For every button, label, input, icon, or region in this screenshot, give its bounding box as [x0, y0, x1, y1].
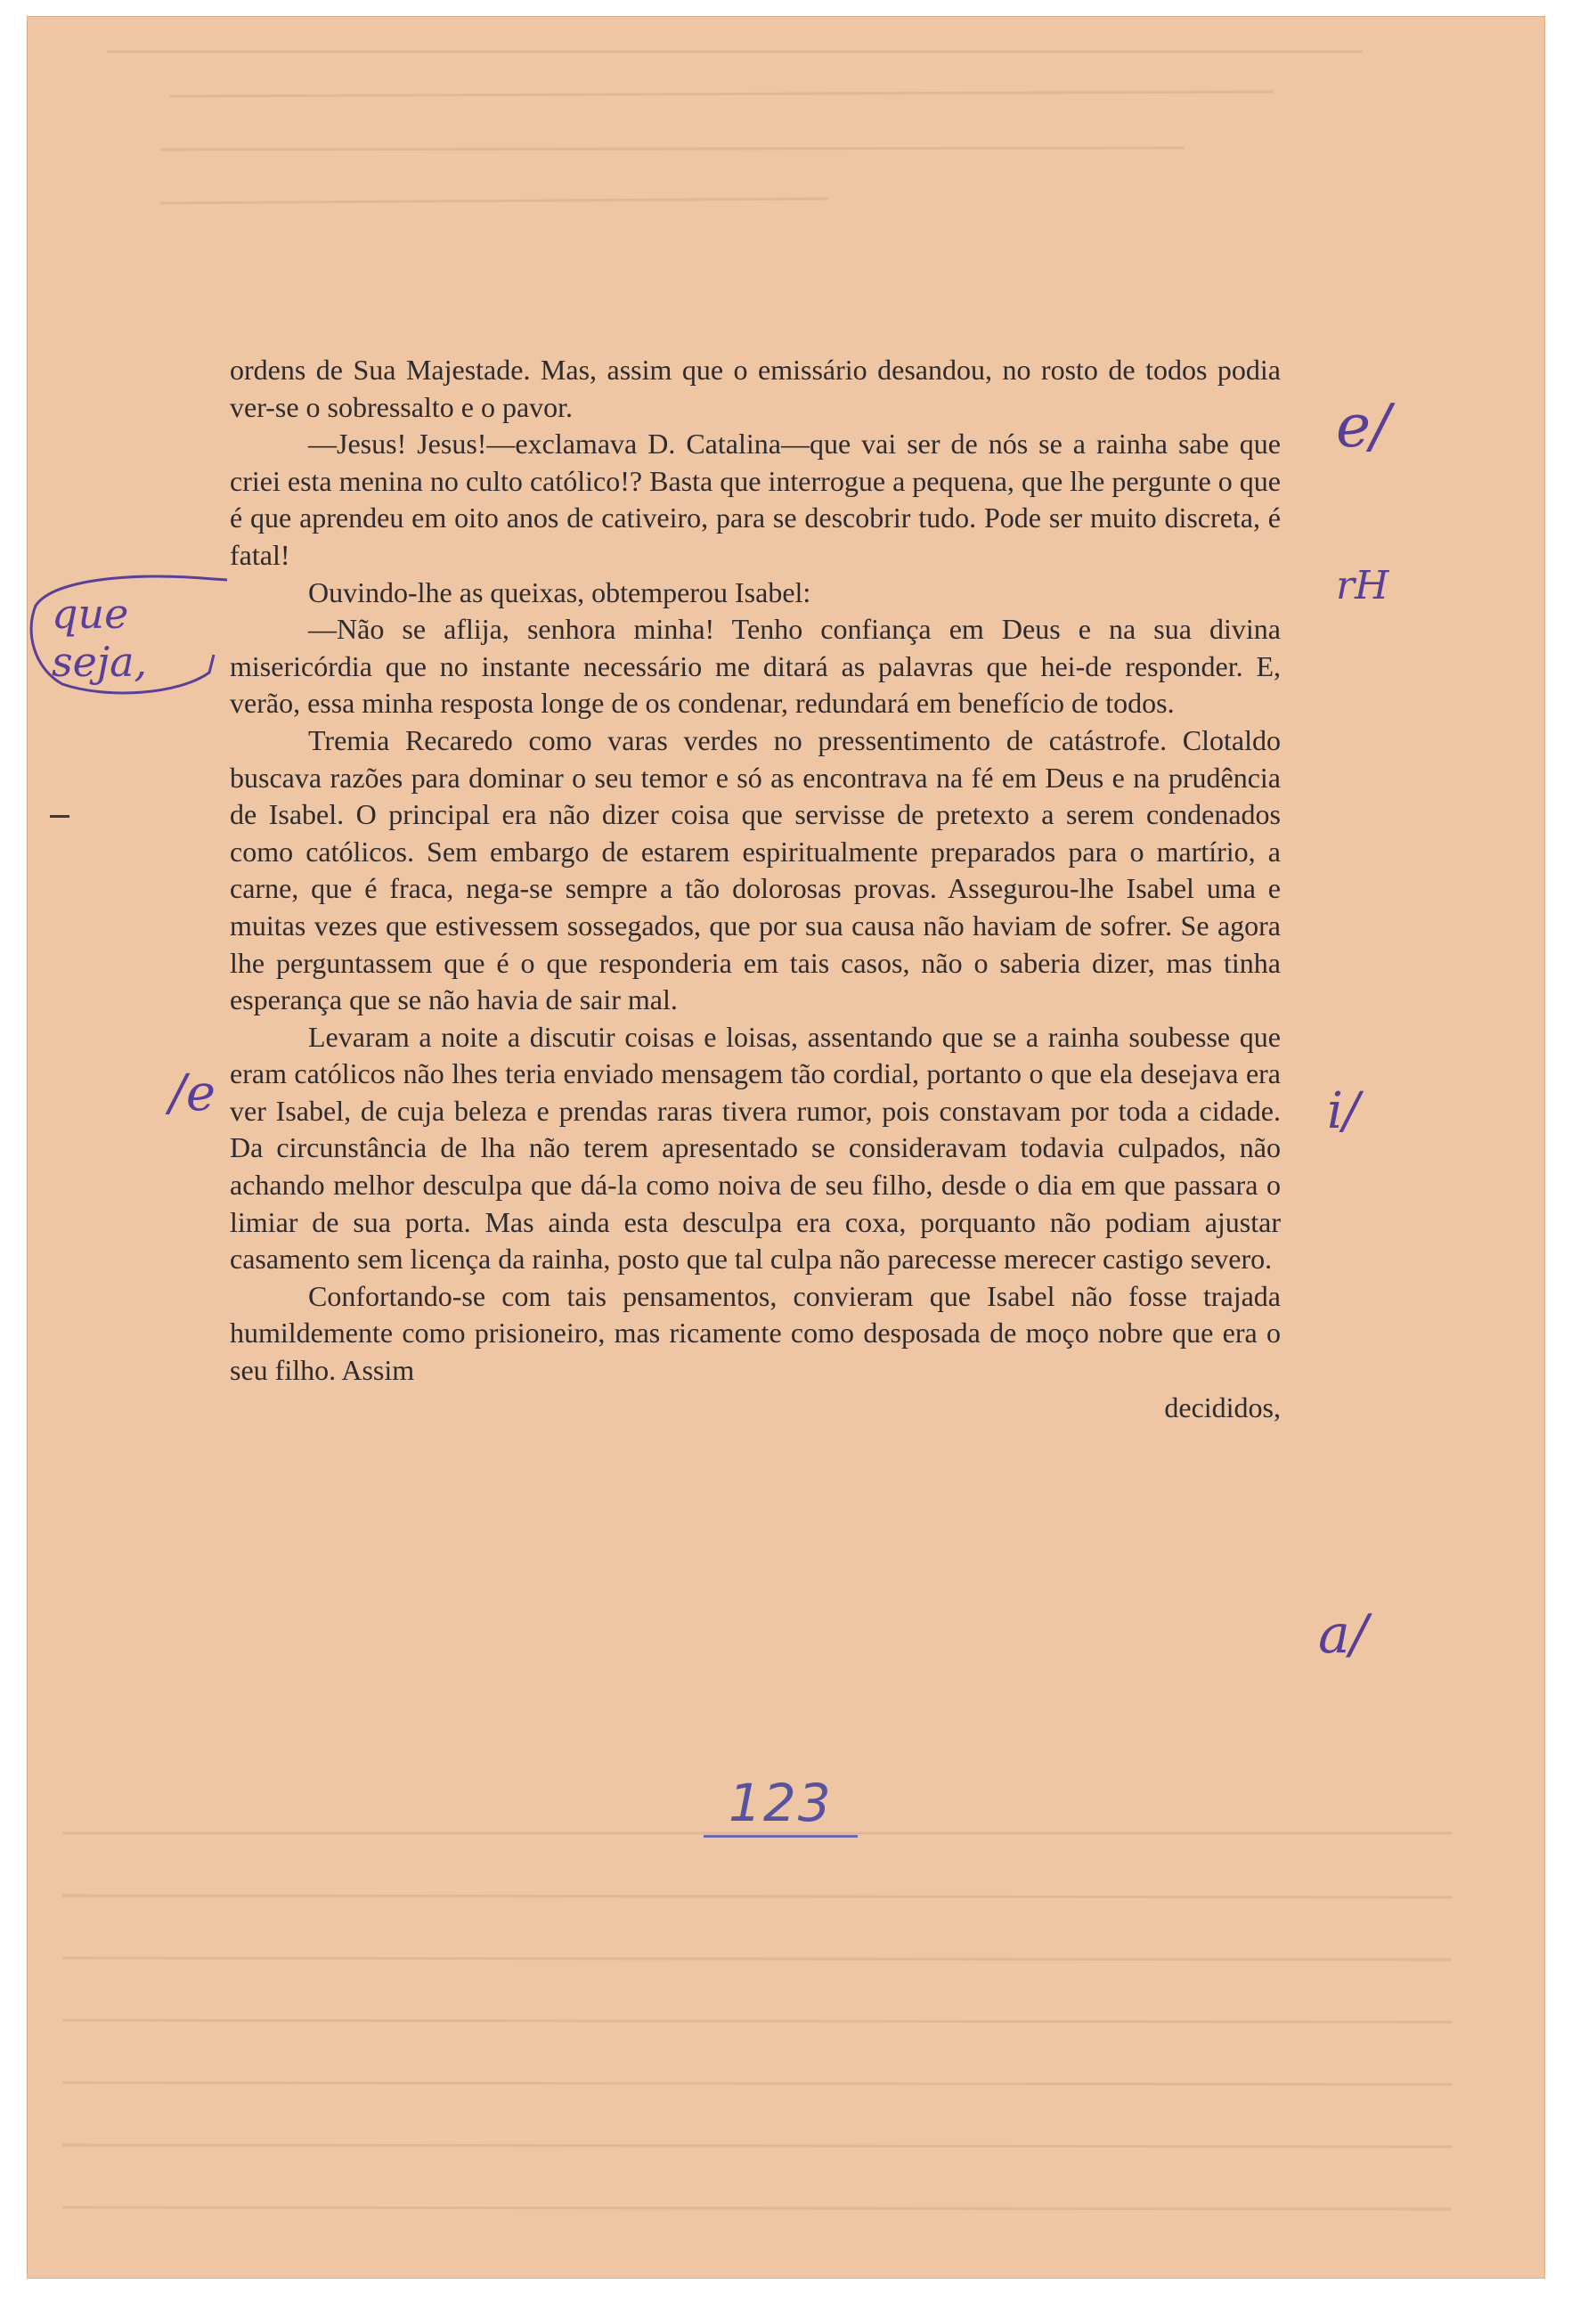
- margin-note-text: que seja,: [52, 590, 148, 686]
- paragraph: —Não se aflija, senhora minha! Tenho confiança em Deus e na sua divina misericórdia que no instante necessário me ditará as palavras que hei-de responder. E, verão, essa minha resposta longe de os condenar, redundará em benefício de todos.: [230, 613, 1281, 720]
- paragraph: Tremia Recaredo como varas verdes no pressentimento de catástrofe. Clotaldo buscava razões para dominar o seu temor e só as encontrava na fé em Deus e na prudência de Isabel. O principal era não dizer coisa que servisse de pretexto a serem condenados como católicos. Sem embargo de estarem espiritualmente preparados para o martírio, a carne, que é fraca, nega-se sempre a tão dolorosas provas. Assegurou-lhe Isabel uma e muitas vezes que estivessem sossegados, que por sua causa não haviam de sofrer. Se agora lhe perguntassem que é o que responderia em tais casos, não o saberia dizer, mas tinha esperança que se não havia de sair mal.: [230, 723, 1281, 1016]
- margin-mark: /e: [169, 1064, 216, 1122]
- margin-dash: [50, 815, 69, 818]
- body-text: [230, 352, 1281, 1426]
- page-number: 123: [704, 1773, 858, 1838]
- margin-note-left: [27, 570, 227, 704]
- paragraph: —Jesus! Jesus!—exclamava D. Catalina—que vai ser de nós se a rainha sabe que criei esta menina no culto católico!? Basta que interrogue a pequena, que lhe pergunte o que é que aprendeu em oito anos de cativeiro, para se descobrir tudo. Pode ser muito discreta, é fatal!: [230, 428, 1281, 571]
- paragraph: Ouvindo-lhe as queixas, obtemperou Isabel:: [308, 575, 811, 608]
- margin-mark: i/: [1327, 1082, 1360, 1140]
- margin-mark: a/: [1318, 1603, 1368, 1666]
- paragraph: Confortando-se com tais pensamentos, convieram que Isabel não fosse trajada humildemente como prisioneiro, mas ricamente como desposada de moço nobre que era o seu filho. Assim: [230, 1279, 1281, 1387]
- paragraph: Levaram a noite a discutir coisas e loisas, assentando que se a rainha soubesse que eram católicos não lhes teria enviado mensagem tão cordial, portanto o que ela desejava era ver Isabel, de cuja beleza e prendas raras tivera rumor, pois constavam por toda a cidade. Da circunstância de lha não terem apresentado se consideravam todavia culpados, não achando melhor desculpa que dá-la como noiva de seu filho, desde o dia em que passara o limiar de sua porta. Mas ainda esta desculpa era coxa, porquanto não podiam ajustar casamento sem licença da rainha, posto que tal culpa não parecesse merecer castigo severo.: [230, 1020, 1281, 1276]
- margin-mark: rH: [1336, 563, 1389, 608]
- paragraph: ordens de Sua Majestade. Mas, assim que o emissário desandou, no rosto de todos podia ver-se o sobressalto e o pavor.: [230, 354, 1281, 423]
- margin-mark: e/: [1336, 392, 1391, 461]
- paragraph-catchword: decididos,: [1164, 1390, 1281, 1423]
